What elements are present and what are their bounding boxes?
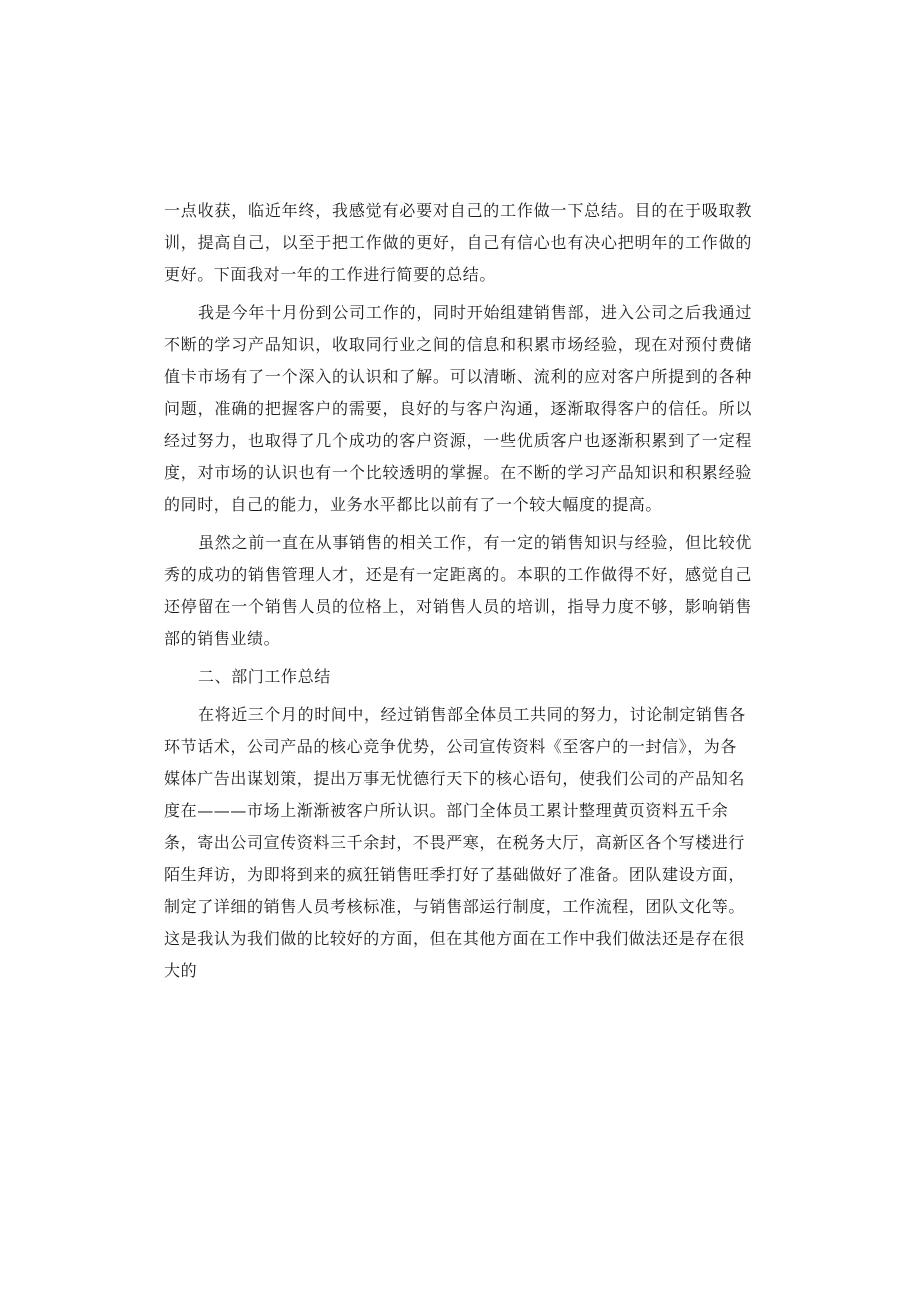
document-body [164,195,752,993]
paragraph-intro: 一点收获，临近年终，我感觉有必要对自己的工作做一下总结。目的在于吸取教训，提高自己，以至于把工作做的更好，自己有信心也有决心把明年的工作做的更好。下面我对一年的工作进行简要的总结。 [164,201,752,284]
paragraph-shortcomings: 虽然之前一直在从事销售的相关工作，有一定的销售知识与经验，但比较优秀的成功的销售管理人才，还是有一定距离的。本职的工作做得不好，感觉自己还停留在一个销售人员的位格上，对销售人员的培训，指导力度不够，影响销售部的销售业绩。 [164,533,752,648]
paragraph-department-work: 在将近三个月的时间中，经过销售部全体员工共同的努力，讨论制定销售各环节话术，公司产品的核心竞争优势，公司宣传资料《至客户的一封信》，为各媒体广告出谋划策，提出万事无忧德行天下的核心语句，使我们公司的产品知名度在———市场上渐渐被客户所认识。部门全体员工累计整理黄页资料五千余条，寄出公司宣传资料三千余封，不畏严寒，在税务大厅，高新区各个写楼进行陌生拜访，为即将到来的疯狂销售旺季打好了基础做好了准备。团队建设方面，制定了详细的销售人员考核标准，与销售部运行制度，工作流程，团队文化等。这是我认为我们做的比较好的方面，但在其他方面在工作中我们做法还是存在很大的 [164,705,746,980]
section-heading-department-summary: 二、部门工作总结 [198,667,331,686]
paragraph-personal-work: 我是今年十月份到公司工作的，同时开始组建销售部，进入公司之后我通过不断的学习产品知识，收取同行业之间的信息和积累市场经验，现在对预付费储值卡市场有了一个深入的认识和了解。可以清晰、流利的应对客户所提到的各种问题，准确的把握客户的需要，良好的与客户沟通，逐渐取得客户的信任。所以经过努力，也取得了几个成功的客户资源，一些优质客户也逐渐积累到了一定程度，对市场的认识也有一个比较透明的掌握。在不断的学习产品知识和积累经验的同时，自己的能力，业务水平都比以前有了一个较大幅度的提高。 [164,303,752,514]
